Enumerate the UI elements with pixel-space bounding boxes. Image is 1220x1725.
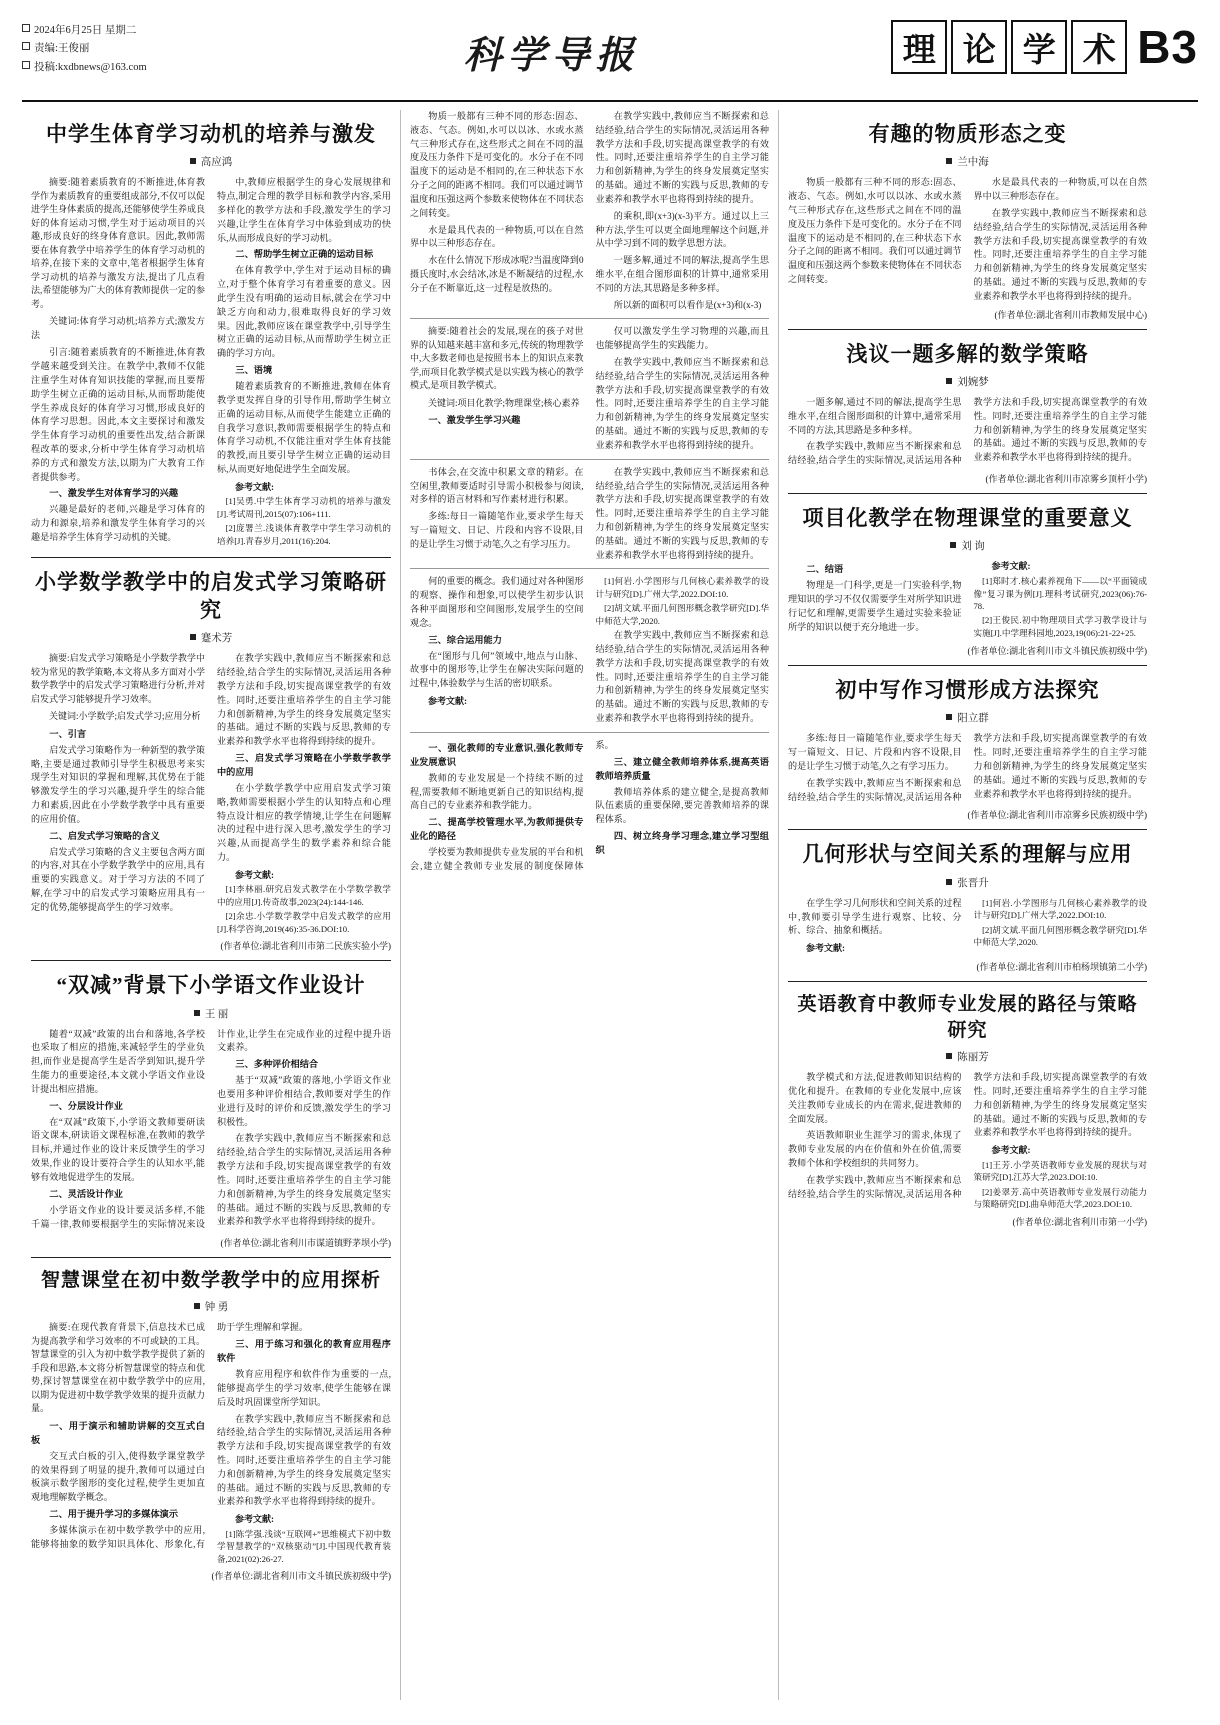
article-6-c-p2: 一题多解,通过不同的解法,提高学生思维水平,在组合图形面积的计算中,通常采用不同的方法,其思路是多种多样。: [595, 255, 769, 293]
article-8-p1: 书体会,在交流中积累文章的精彩。在空闲里,教师要适时引导需小积极参与阅读,对多样的语言材料和写作素材进行积累。: [410, 466, 584, 505]
article-1-byline: [31, 154, 391, 169]
article-9-b-ref-2: [2]胡文斌.平面几何图形概念教学研究[D].华中师范大学,2020.: [973, 924, 1147, 948]
article-6-unit: (作者单位:湖北省利川市凉雾乡顶杆小学): [985, 474, 1147, 485]
article-4-h1: 一、用于演示和辅助讲解的交互式白板: [31, 1420, 205, 1445]
article-9: [788, 840, 1147, 972]
article-9-author: 张晋升: [957, 877, 989, 889]
article-5-continuation: [410, 110, 769, 312]
columns-container: [22, 110, 1198, 1700]
article-7: [788, 504, 1147, 657]
article-1-p3: 在体育教学中,学生对于运动目标的确立,对于整个体育学习有着重要的意义。因此学生没有明确的运动目标,就会在学习中缺乏方向和动力,很难取得良好的学习效果。因此,教师应该在课堂教学中,引导学生树立正确的运动目标,从而帮助学生树立正确的学习方向。: [217, 265, 391, 359]
article-7-p1: 仅可以激发学生学习物理的兴趣,而且也能够提高学生的实践能力。: [595, 326, 769, 351]
divider: [31, 557, 391, 558]
article-2-body: [31, 652, 391, 935]
article-6-c-p3: 所以新的面积可以看作是(x+3)和(x-3): [613, 299, 762, 310]
article-2-author: 蹇术芳: [200, 633, 233, 645]
article-7-title: 项目化教学在物理课堂的重要意义: [802, 506, 1133, 531]
submission-email: 投稿:kxdbnews@163.com: [34, 61, 147, 73]
article-2-filler: 在教学实践中,教师应当不断探索和总结经验,结合学生的实际情况,灵活运用各种教学方法和手段,切实提高课堂教学的有效性。同时,还要注重培养学生的自主学习能力和创新精神,为学生的终身发展奠定坚实的基础。通过不断的实践与反思,教师的专业素养和教学水平也将得到持续的提升。: [217, 653, 391, 747]
article-9-p1: 何的重要的概念。我们通过对各种图形的观察、操作和想象,可以使学生初步认识各种平面图形和空间图形,发展学生的空间观念。: [410, 576, 584, 628]
article-4-filler: 在教学实践中,教师应当不断探索和总结经验,结合学生的实际情况,灵活运用各种教学方法和手段,切实提高课堂教学的有效性。同时,还要注重培养学生的自主学习能力和创新精神,为学生的终身发展奠定坚实的基础。通过不断的实践与反思,教师的专业素养和教学水平也将得到持续的提升。: [217, 1413, 391, 1507]
article-10-b-filler: 在教学实践中,教师应当不断探索和总结经验,结合学生的实际情况,灵活运用各种教学方法和手段,切实提高课堂教学的有效性。同时,还要注重培养学生的自主学习能力和创新精神,为学生的终身发展奠定坚实的基础。通过不断的实践与反思,教师的专业素养和教学水平也将得到持续的提升。: [788, 1072, 1147, 1199]
article-9-refs-title: 参考文献:: [428, 696, 467, 707]
article-6-author: 刘婉梦: [957, 377, 989, 388]
article-8-filler: 在教学实践中,教师应当不断探索和总结经验,结合学生的实际情况,灵活运用各种教学方法和手段,切实提高课堂教学的有效性。同时,还要注重培养学生的自主学习能力和创新精神,为学生的终身发展奠定坚实的基础。通过不断的实践与反思,教师的专业素养和教学水平也将得到持续的提升。: [595, 466, 769, 560]
article-1-refs-title: 参考文献:: [235, 481, 274, 492]
article-5-c-p1: 物质一般都有三种不同的形态:固态、液态、气态。例如,水可以以冰、水或水蒸气三种形式存在,这些形式之间在不同的温度及压力条件下是可变化的。水分子在不同温度下的运动是不相同的,在三种状态下水分子之间的距离不相同。我们可以通过调节温度和压强这两个参数来使物体在不同状态之间转变。: [410, 111, 584, 218]
article-1-h2: 二、帮助学生树立正确的运动目标: [235, 249, 374, 260]
article-3-p1: 在“双减”政策下,小学语文教师要研读语文课本,研读语文课程标准,在教师的教学目标,并通过作业的设计来反馈学生的学习效果,作业的设计要符合学生的认知水平,能够有效地促进学生的发展。: [31, 1116, 205, 1182]
article-2: [31, 568, 391, 953]
article-8: [788, 676, 1147, 821]
article-4-abstract: 摘要:在现代教育背景下,信息技术已成为提高教学和学习效率的不可或缺的工具。智慧课堂的引入为初中数学教学提供了新的手段和思路,本文将分析智慧课堂的特点和优势,探讨智慧课堂在初中数学教学中的应用,以期为促进初中数学教学效果的提升贡献力量。: [31, 1322, 205, 1414]
bullet-icon: [22, 24, 30, 32]
article-10-byline: [788, 1049, 1147, 1064]
column-1: [22, 110, 400, 1700]
article-4-title: 智慧课堂在初中数学教学中的应用探析: [40, 1269, 381, 1291]
page-number: B3: [1137, 21, 1198, 73]
article-10-b-p2: 英语教师职业生涯学习的需求,体现了教师专业发展的内在价值和外在价值,需要教师个体和学校组织的共同努力。: [788, 1130, 962, 1169]
article-9-h1: 三、综合运用能力: [428, 634, 502, 645]
article-4-ref-1: [1]陈学强.浅谈“互联网+”思维模式下初中数学智慧教学的“双核驱动”[J].中国现代教育装备,2021(02):26-27.: [217, 1528, 391, 1564]
publication-date: 2024年6月25日 星期二: [34, 25, 137, 36]
article-7-filler: 在教学实践中,教师应当不断探索和总结经验,结合学生的实际情况,灵活运用各种教学方法和手段,切实提高课堂教学的有效性。同时,还要注重培养学生的自主学习能力和创新精神,为学生的终身发展奠定坚实的基础。通过不断的实践与反思,教师的专业素养和教学水平也将得到持续的提升。: [595, 357, 769, 450]
article-8-author: 阳立群: [957, 713, 989, 725]
article-1-lead: 引言:随着素质教育的不断推进,体育教学越来越受到关注。在教学中,教师不仅能注重学生对体育知识技能的掌握,而且要帮助学生树立正确的运动目标,从而帮助能使学生养成良好的体育学习习惯,形成良好的体育学习思想。因此,本文主要探讨和激发学生体育学习动机的重要性出发,结合新课程改革的要求,分析中学生体育学习动机培养的方式和激发方法,以期为广大教育工作者提供参考。: [31, 347, 205, 482]
editor-name: 责编:王俊丽: [34, 43, 90, 55]
article-2-ref-2: [2]余忠.小学数学教学中启发式教学的应用[J].科学咨询,2019(46):35-36.DOI:10.: [217, 911, 391, 934]
article-8-continuation: [410, 466, 769, 563]
article-7-ref-1: [1]郑时才.核心素养视角下——以“平面镜成像”复习课为例[J].理科考试研究,2023(06):76-78.: [973, 576, 1147, 611]
article-1-p4: 随着素质教育的不断推进,教师在体育教学更发挥自身的引导作用,帮助学生树立正确的运动目标,从而使学生能建立正确的自我学习意识,教师需要根据学生的特点和体育学习动机,不仅能注重对学生体育技能的教授,而且要引导学生树立正确的运动目标,从而更好地促进学生全面发展。: [217, 381, 391, 474]
article-5-c-filler: 在教学实践中,教师应当不断探索和总结经验,结合学生的实际情况,灵活运用各种教学方法和手段,切实提高课堂教学的有效性。同时,还要注重培养学生的自主学习能力和创新精神,为学生的终身发展奠定坚实的基础。通过不断的实践与反思,教师的专业素养和教学水平也将得到持续的提升。: [595, 111, 769, 204]
article-2-h2: 二、启发式学习策略的含义: [49, 830, 160, 841]
article-7-keywords: 关键词:项目化教学;物理课堂;核心素养: [428, 397, 580, 408]
article-10-unit: (作者单位:湖北省利川市第一小学): [1012, 1216, 1147, 1227]
article-4-p2: 多媒体演示在初中数学教学中的应用,能够将抽象的数学知识具体化、形象化,有助于学生理解和掌握。: [31, 1322, 308, 1549]
article-9-body: [788, 897, 1147, 956]
article-7-byline: [788, 538, 1147, 553]
article-3-filler: 在教学实践中,教师应当不断探索和总结经验,结合学生的实际情况,灵活运用各种教学方法和手段,切实提高课堂教学的有效性。同时,还要注重培养学生的自主学习能力和创新精神,为学生的终身发展奠定坚实的基础。通过不断的实践与反思,教师的专业素养和教学水平也将得到持续的提升。: [217, 1133, 391, 1227]
article-4: [31, 1268, 391, 1583]
article-10-ref-2: [2]姜翠芳.高中英语教师专业发展行动能力与策略研究[D].曲阜师范大学,2023.DOI:10.: [973, 1186, 1147, 1210]
bullet-icon: [22, 42, 30, 50]
article-2-refs-title: 参考文献:: [235, 869, 274, 880]
square-icon: [946, 879, 952, 885]
article-7-ref-2: [2]王俊民.初中物理项目式学习教学设计与实施[J].中学理科园地,2023,19(06):21-22+25.: [973, 615, 1147, 638]
article-2-p3: 在小学数学教学中应用启发式学习策略,教师需要根据小学生的认知特点和心理特点设计相应的教学情境,让学生在问题解决的过程中进行深入思考,激发学生的学习兴趣,从而提高学生的数学素养和综合能力。: [217, 782, 391, 862]
article-6-filler: 在教学实践中,教师应当不断探索和总结经验,结合学生的实际情况,灵活运用各种教学方法和手段,切实提高课堂教学的有效性。同时,还要注重培养学生的自主学习能力和创新精神,为学生的终身发展奠定坚实的基础。通过不断的实践与反思,教师的专业素养和教学水平也将得到持续的提升。: [788, 397, 1147, 466]
article-8-p2: 多练:每日一篇随笔作业,要求学生每天写一篇短文、日记、片段和内容不设限,目的是让学生习惯于动笔,久之有学习压力。: [410, 511, 584, 549]
section-char-1: 理: [891, 20, 947, 74]
article-3-unit: (作者单位:湖北省利川市谋道镇野茅坝小学): [220, 1237, 391, 1248]
article-1: [31, 120, 391, 549]
article-2-title: 小学数学教学中的启发式学习策略研究: [35, 569, 387, 622]
article-8-b-filler: 在教学实践中,教师应当不断探索和总结经验,结合学生的实际情况,灵活运用各种教学方法和手段,切实提高课堂教学的有效性。同时,还要注重培养学生的自主学习能力和创新精神,为学生的终身发展奠定坚实的基础。通过不断的实践与反思,教师的专业素养和教学水平也将得到持续的提升。: [788, 733, 1147, 802]
article-7-author: 刘 询: [961, 541, 985, 553]
article-10-p2: 学校要为教师提供专业发展的平台和机会,建立健全教师专业发展的制度保障体系。: [410, 739, 614, 872]
article-2-p2: 启发式学习策略的含义主要包含两方面的内容,对其在小学数学教学中的应用,具有重要的实践意义。对于学习方法的不同了解,在学习中的启发式学习策略应用具有一定的优势,能够提高学生的学习效率。: [31, 846, 205, 912]
article-5-p1: 物质一般都有三种不同的形态:固态、液态、气态。例如,水可以以冰、水或水蒸气三种形式存在,这些形式之间在不同的温度及压力条件下是可变化的。水分子在不同温度下的运动是不相同的,在三种状态下水分子之间的距离不相同。我们可以通过调节温度和压强这两个参数来使物体在不同状态之间转变。: [788, 177, 962, 285]
bullet-icon: [22, 61, 30, 69]
article-4-byline: [31, 1299, 391, 1314]
article-8-b-p1: 多练:每日一篇随笔作业,要求学生每天写一篇短文、日记、片段和内容不设限,目的是让学生习惯于动笔,久之有学习压力。: [788, 733, 962, 771]
article-2-p1: 启发式学习策略作为一种新型的教学策略,主要是通过教师引导学生积极思考来实现学生对知识的掌握和理解,其优势在于能够激发学生的学习兴趣,提升学生的综合能力和素质,因此在小学数学教学中具有重要的应用价值。: [31, 744, 205, 824]
article-2-h1: 一、引言: [49, 728, 87, 739]
article-4-unit: (作者单位:湖北省利川市文斗镇民族初级中学): [211, 1571, 391, 1582]
article-5-c-p3: 水在什么情况下形成冰呢?当温度降到0摄氏度时,水会结冰,冰是不断凝结的过程,水分子在不断靠近,这一过程是放热的。: [410, 255, 584, 293]
article-7-p2: 物理是一门科学,更是一门实验科学,物理知识的学习不仅仅需要学生对所学知识进行记忆和理解,更需要学生通过实验来验证所学的知识以便于充分地进一步。: [788, 580, 962, 632]
article-3-title: “双减”背景下小学语文作业设计: [56, 973, 366, 998]
article-3-byline: [31, 1006, 391, 1021]
article-4-author: 钟 勇: [204, 1302, 229, 1314]
article-10: [788, 992, 1147, 1228]
article-6-body: [788, 396, 1147, 468]
article-10-b-p1: 教学模式和方法,促进教师知识结构的优化和提升。在教师的专业化发展中,应该关注教师专业成长的内在需求,促进教师的全面发展。: [788, 1072, 962, 1124]
divider: [410, 568, 769, 569]
article-2-unit: (作者单位:湖北省利川市第二民族实验小学): [220, 941, 391, 952]
article-9-unit: (作者单位:湖北省利川市柏杨坝镇第二小学): [976, 961, 1147, 972]
article-10-title: 英语教育中教师专业发展的路径与策略研究: [797, 993, 1138, 1041]
article-1-title: 中学生体育学习动机的培养与激发: [46, 122, 376, 146]
article-1-h1: 一、激发学生对体育学习的兴趣: [49, 488, 179, 499]
article-1-author: 高应鸿: [200, 157, 233, 169]
section-char-2: 论: [951, 20, 1007, 74]
article-4-p1: 交互式白板的引入,使得数学课堂教学的效果得到了明显的提升,教师可以通过白板演示数学图形的变化过程,使学生更加直观地理解数学概念。: [31, 1450, 205, 1503]
article-5: [788, 120, 1147, 321]
article-5-author: 兰中海: [957, 157, 989, 169]
article-9-ref-2: [2]胡文斌.平面几何图形概念教学研究[D].华中师范大学,2020.: [595, 603, 769, 626]
square-icon: [194, 1303, 200, 1309]
column-3: [778, 110, 1156, 1700]
article-1-ref-2: [2]庞署兰.浅谈体育教学中学生学习动机的培养[J].青春岁月,2011(16):204.: [217, 523, 391, 546]
divider: [410, 732, 769, 733]
article-1-p2: 中,教师应根据学生的身心发展规律和特点,制定合理的教学目标和教学内容,采用多样化的教学方法和手段,激发学生的学习兴趣,让学生在体育学习中体验到成功的快乐,从而形成良好的学习动机。: [217, 177, 391, 243]
divider: [788, 665, 1147, 666]
article-7-h2: 二、结语: [806, 564, 844, 575]
article-3-author: 王 丽: [204, 1008, 229, 1020]
article-9-ref-1: [1]何岩.小学图形与几何核心素养教学的设计与研究[D].广州大学,2022.DOI:10.: [595, 576, 769, 599]
article-10-h2: 二、提高学校管理水平,为教师提供专业化的路径: [410, 817, 584, 842]
article-4-p3: 教育应用程序和软件作为重要的一点,能够提高学生的学习效率,使学生能够在课后及时巩固课堂所学知识。: [217, 1369, 391, 1407]
article-4-refs-title: 参考文献:: [235, 1514, 274, 1525]
article-9-b-p1: 在学生学习几何形状和空间关系的过程中,教师要引导学生进行观察、比较、分析、综合、抽象和概括。: [788, 897, 962, 936]
divider: [31, 960, 391, 961]
article-3: [31, 971, 391, 1248]
divider: [410, 459, 769, 460]
square-icon: [946, 378, 952, 384]
section-char-3: 学: [1011, 20, 1067, 74]
article-9-filler: 在教学实践中,教师应当不断探索和总结经验,结合学生的实际情况,灵活运用各种教学方法和手段,切实提高课堂教学的有效性。同时,还要注重培养学生的自主学习能力和创新精神,为学生的终身发展奠定坚实的基础。通过不断的实践与反思,教师的专业素养和教学水平也将得到持续的提升。: [595, 630, 769, 724]
article-8-title: 初中写作习惯形成方法探究: [835, 678, 1100, 702]
article-5-unit: (作者单位:湖北省利川市教师发展中心): [994, 309, 1147, 320]
square-icon: [190, 158, 196, 164]
divider: [788, 981, 1147, 982]
article-10-h1: 一、强化教师的专业意识,强化教师专业发展意识: [410, 742, 584, 767]
article-2-ref-1: [1]李林丽.研究启发式教学在小学数学教学中的应用[J].传奇故事,2023(24):144-146.: [217, 884, 391, 907]
article-2-byline: [31, 630, 391, 645]
article-3-p2: 小学语文作业的设计要灵活多样,不能千篇一律,教师要根据学生的实际情况来设计作业,让学生在完成作业的过程中提升语文素养。: [31, 1028, 391, 1229]
article-10-ref-1: [1]王芳.小学英语教师专业发展的现状与对策研究[D].江苏大学,2023.DOI:10.: [973, 1159, 1147, 1183]
column-2: [400, 110, 778, 1700]
square-icon: [950, 542, 956, 548]
article-1-keywords: 关键词:体育学习动机;培养方式;激发方法: [31, 316, 205, 340]
article-2-keywords: 关键词:小学数学;启发式学习;应用分析: [49, 711, 201, 722]
article-6-c-p1: 的乘积,即(x+3)(x-3)平方。通过以上三种方法,学生可以更全面地理解这个问题,并从中学习到不同的数学思想方法。: [595, 210, 769, 249]
article-7-continuation: [410, 325, 769, 452]
article-10-author: 陈丽芳: [957, 1052, 989, 1064]
masthead-info: [22, 18, 212, 77]
article-1-h3: 三、语境: [235, 365, 273, 376]
article-4-h3: 三、用于练习和强化的教育应用程序软件: [217, 1339, 391, 1364]
article-5-filler: 在教学实践中,教师应当不断探索和总结经验,结合学生的实际情况,灵活运用各种教学方法和手段,切实提高课堂教学的有效性。同时,还要注重培养学生的自主学习能力和创新精神,为学生的终身发展奠定坚实的基础。通过不断的实践与反思,教师的专业素养和教学水平也将得到持续的提升。: [973, 207, 1147, 301]
article-2-h3: 三、启发式学习策略在小学数学教学中的应用: [217, 752, 391, 777]
article-1-body: [31, 176, 391, 548]
article-7-body: [788, 560, 1147, 640]
article-8-byline: [788, 710, 1147, 725]
article-3-p3: 基于“双减”政策的落地,小学语文作业也要用多种评价相结合,教师要对学生的作业进行及时的评价和反馈,激发学生的学习积极性。: [217, 1075, 391, 1127]
article-5-title: 有趣的物质形态之变: [868, 122, 1067, 146]
article-3-body: [31, 1028, 391, 1232]
article-10-p3: 教师培养体系的建立健全,是提高教师队伍素质的重要保障,要完善教师培养的课程体系。: [595, 786, 769, 825]
article-4-h2: 二、用于提升学习的多媒体演示: [49, 1509, 179, 1520]
article-5-body: [788, 176, 1147, 303]
divider: [788, 329, 1147, 330]
article-7-h1: 一、激发学生学习兴趣: [428, 415, 521, 426]
article-4-body: [31, 1321, 391, 1565]
article-7-refs-title: 参考文献:: [991, 561, 1031, 572]
square-icon: [946, 1053, 952, 1059]
article-6: [788, 340, 1147, 485]
article-1-abstract: 摘要:随着素质教育的不断推进,体育教学作为素质教育的重要组成部分,不仅可以促进学生身体素质的提高,还能够使学生养成良好的体育运动习惯,学生对于运动项目的兴趣,形成良好的终身体育意识。因此,教师需要在体育教学中培养学生的体育学习动机的培养,在接下来的文章中,笔者根据学生体育学习动机的培养与激发方法,提出了几点看法,希望能够为广大的体育教师提供一定的参考。: [31, 177, 205, 309]
article-2-abstract: 摘要:启发式学习策略是小学数学教学中较为常见的教学策略,本文将从多方面对小学数学教学中的启发式学习策略进行分析,并对启发式学习能够提升学习效率。: [31, 653, 205, 704]
masthead: [22, 18, 1198, 102]
article-10-refs-title: 参考文献:: [991, 1145, 1031, 1156]
masthead-center: [212, 18, 891, 79]
square-icon: [946, 714, 952, 720]
article-6-byline: [788, 374, 1147, 389]
paper-title: 科学导报: [463, 35, 640, 77]
square-icon: [190, 634, 196, 640]
article-10-h4: 四、树立终身学习理念,建立学习型组织: [595, 831, 769, 856]
square-icon: [946, 158, 952, 164]
square-icon: [194, 1010, 200, 1016]
article-10-continuation: [410, 739, 769, 874]
article-9-b-refs-title: 参考文献:: [806, 943, 845, 954]
article-7-unit: (作者单位:湖北省利川市文斗镇民族初级中学): [967, 646, 1147, 656]
article-8-unit: (作者单位:湖北省利川市凉雾乡民族初级中学): [967, 810, 1147, 821]
divider: [788, 493, 1147, 494]
article-5-c-p2: 水是最具代表的一种物质,可以在自然界中以三种形态存在。: [410, 224, 584, 249]
article-3-h1: 一、分层设计作业: [49, 1100, 123, 1111]
article-1-ref-1: [1]吴勇.中学生体育学习动机的培养与激发[J].考试周刊,2015(07):106+111.: [217, 496, 391, 519]
divider: [31, 1257, 391, 1258]
section-char-4: 术: [1071, 20, 1127, 74]
section-marker: [891, 18, 1198, 74]
article-5-p2: 水是最具代表的一种物质,可以在自然界中以三种形态存在。: [973, 177, 1147, 202]
article-9-continuation: [410, 575, 769, 726]
article-9-b-ref-1: [1]何岩.小学图形与几何核心素养教学的设计与研究[D].广州大学,2022.DOI:10.: [973, 897, 1147, 921]
article-6-title: 浅议一题多解的数学策略: [846, 341, 1089, 366]
article-8-body: [788, 732, 1147, 804]
article-9-byline: [788, 875, 1147, 890]
article-1-p1: 兴趣是最好的老师,兴趣是学习体育的动力和源泉,培养和激发学生体育学习的兴趣是培养学生体育学习动机的关键。: [31, 504, 205, 543]
divider: [788, 829, 1147, 830]
article-5-byline: [788, 154, 1147, 169]
article-9-title: 几何形状与空间关系的理解与应用: [802, 842, 1133, 867]
article-10-p1: 教师的专业发展是一个持续不断的过程,需要教师不断地更新自己的知识结构,提高自己的专业素养和教学能力。: [410, 772, 584, 811]
article-3-h2: 二、灵活设计作业: [49, 1188, 123, 1199]
divider: [410, 318, 769, 319]
article-10-body: [788, 1071, 1147, 1211]
article-3-lead: 随着“双减”政策的出台和落地,各学校也采取了相应的措施,来减轻学生的学业负担,而作业是提高学生是否学到知识,提升学生能力的重要途径,本文就小学语文作业设计提出相应措施。: [31, 1028, 205, 1094]
article-9-p2: 在“图形与几何”领域中,地点与山脉、故事中的图形等,让学生在解决实际问题的过程中,体验数学与生活的密切联系。: [410, 650, 584, 689]
article-10-h3: 三、建立健全教师培养体系,提高英语教师培养质量: [595, 756, 769, 781]
article-6-p1: 一题多解,通过不同的解法,提高学生思维水平,在组合图形面积的计算中,通常采用不同的方法,其思路是多种多样。: [788, 397, 962, 435]
article-3-h3: 三、多种评价相结合: [235, 1059, 319, 1070]
article-7-abstract: 摘要:随着社会的发展,现在的孩子对世界的认知越来越丰富和多元,传统的物理教学中,大多数老师也是按照书本上的知识点来教学,而项目化教学模式是以实践为核心的教学模式,是项目教学模式。: [410, 326, 584, 391]
